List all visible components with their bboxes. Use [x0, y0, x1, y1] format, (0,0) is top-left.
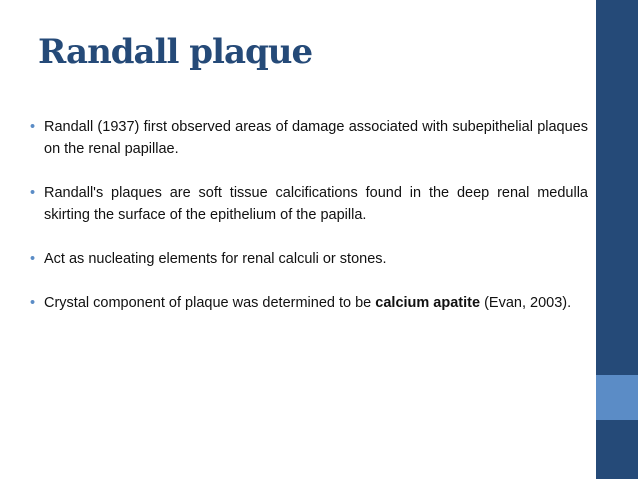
bullet-marker: •	[30, 295, 36, 311]
bullet-item	[30, 182, 588, 226]
bullet-marker: •	[30, 119, 36, 135]
bullet-marker: •	[30, 185, 36, 201]
bullet-text-bold: calcium apatite	[375, 295, 481, 311]
slide-title: Randall plaque	[38, 32, 313, 72]
bullet-item	[30, 116, 588, 160]
sidebar-decoration	[596, 0, 638, 479]
bullet-item	[30, 248, 588, 270]
bullet-marker: •	[30, 251, 36, 267]
bullet-text-after: (Evan, 2003).	[480, 295, 572, 311]
sidebar-accent-block	[596, 375, 638, 420]
bullet-text: Act as nucleating elements for renal calculi or stones.	[44, 251, 387, 267]
bullet-text	[44, 295, 571, 311]
bullet-item	[30, 292, 588, 314]
bullet-text-before: Crystal component of plaque was determined to be	[44, 295, 376, 311]
bullet-list	[30, 116, 588, 336]
bullet-text: Randall (1937) first observed areas of damage associated with subepithelial plaques on the renal papillae.	[44, 119, 588, 157]
bullet-text: Randall's plaques are soft tissue calcifications found in the deep renal medulla skirting the surface of the epithelium of the papilla.	[44, 185, 588, 223]
